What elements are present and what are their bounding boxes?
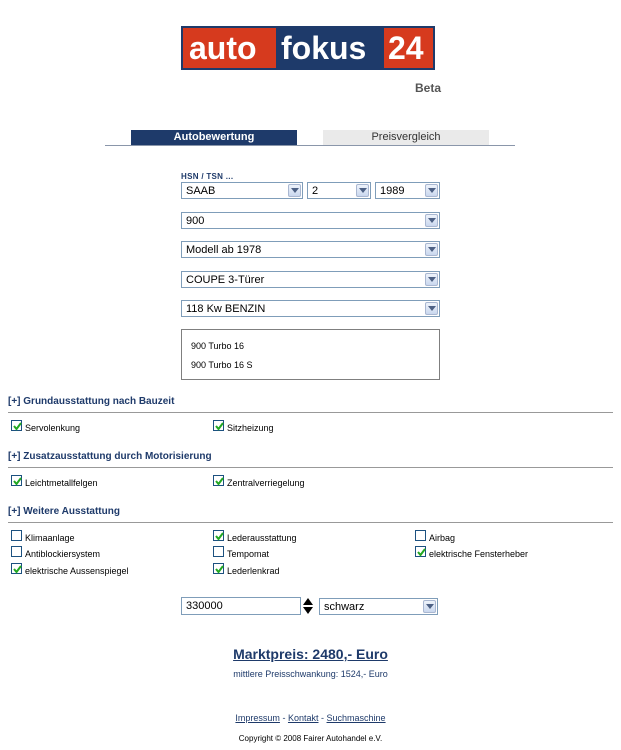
checkbox-lederausstattung[interactable] [213,530,224,541]
checkbox-zentralverriegelung[interactable] [213,475,224,486]
checkbox-label: Antiblockiersystem [25,549,101,559]
body-select-value: COUPE 3-Türer [186,274,265,286]
footer-separator: - [282,713,286,723]
engine-select-value: 118 Kw BENZIN [186,303,266,315]
autofokus24-logo[interactable] [181,26,435,70]
variant-option[interactable]: 900 Turbo 16 [191,341,245,351]
checkbox-label: Leichtmetallfelgen [25,478,98,488]
section-title-engine[interactable]: [+] Zusatzausstattung durch Motorisierung [8,451,212,462]
mileage-input-value: 330000 [186,600,223,612]
checkbox-label: Tempomat [227,549,270,559]
chevron-down-icon [356,184,369,197]
year-select-value: 1989 [380,185,405,197]
checkbox-aussenspiegel[interactable] [11,563,22,574]
color-select-value: schwarz [324,601,365,613]
copyright: Copyright © 2008 Fairer Autohandel e.V. [238,734,383,743]
chevron-down-icon [425,184,438,197]
tab-autobewertung[interactable]: Autobewertung [131,130,297,145]
suchmaschine-link[interactable]: Suchmaschine [326,713,386,723]
checkbox-label: Sitzheizung [227,423,274,433]
generation-select[interactable] [181,241,440,258]
variant-option[interactable]: 900 Turbo 16 S [191,360,253,370]
checkbox-airbag[interactable] [415,530,426,541]
beta-label: Beta [415,81,442,95]
mileage-input[interactable] [181,597,301,615]
checkbox-antiblockiersystem[interactable] [11,546,22,557]
number-select-value: 2 [312,185,319,197]
checkbox-leichtmetallfelgen[interactable] [11,475,22,486]
mileage-spinner[interactable] [302,597,314,615]
checkbox-label: Klimaanlage [25,533,75,543]
number-select[interactable] [307,182,371,199]
tab-preisvergleich[interactable]: Preisvergleich [323,130,489,145]
generation-select-value: Modell ab 1978 [186,244,262,256]
footer-links [0,713,621,723]
spin-down-icon[interactable] [302,606,314,615]
checkbox-sitzheizung[interactable] [213,420,224,431]
logo-text-24: 24 [388,30,424,66]
checkbox-label: Lederausstattung [227,533,297,543]
checkbox-klimaanlage[interactable] [11,530,22,541]
model-select[interactable] [181,212,440,229]
chevron-down-icon [423,600,436,613]
checkbox-label: elektrische Aussenspiegel [25,566,129,576]
chevron-down-icon [425,214,438,227]
logo-text-auto: auto [189,30,257,66]
section-title-basic[interactable]: [+] Grundausstattung nach Bauzeit [8,396,175,407]
color-select[interactable] [319,598,438,615]
checkbox-fensterheber[interactable] [415,546,426,557]
logo-text-fokus: fokus [281,30,367,66]
kontakt-link[interactable]: Kontakt [287,713,319,723]
price-spread: mittlere Preisschwankung: 1524,- Euro [233,669,388,679]
checkbox-label: Lederlenkrad [227,566,280,576]
impressum-link[interactable]: Impressum [235,713,280,723]
checkbox-label: Servolenkung [25,423,81,433]
engine-select[interactable] [181,300,440,317]
spin-up-icon[interactable] [302,597,314,606]
chevron-down-icon [288,184,301,197]
section-divider [8,467,613,468]
checkbox-label: Zentralverriegelung [227,478,305,488]
tab-divider [105,145,515,146]
model-select-value: 900 [186,215,205,227]
hsn-tsn-link[interactable]: HSN / TSN ... [181,172,234,181]
section-divider [8,412,613,413]
checkbox-lederlenkrad[interactable] [213,563,224,574]
chevron-down-icon [425,302,438,315]
make-select[interactable] [181,182,303,199]
chevron-down-icon [425,273,438,286]
market-price[interactable]: Marktpreis: 2480,- Euro [233,646,388,662]
variant-listbox[interactable] [181,329,440,380]
checkbox-tempomat[interactable] [213,546,224,557]
checkbox-label: elektrische Fensterheber [429,549,529,559]
section-title-extra[interactable]: [+] Weitere Ausstattung [8,506,120,517]
make-select-value: SAAB [186,185,216,197]
footer-separator: - [321,713,325,723]
chevron-down-icon [425,243,438,256]
section-divider [8,522,613,523]
checkbox-servolenkung[interactable] [11,420,22,431]
body-select[interactable] [181,271,440,288]
year-select[interactable] [375,182,440,199]
checkbox-label: Airbag [429,533,456,543]
